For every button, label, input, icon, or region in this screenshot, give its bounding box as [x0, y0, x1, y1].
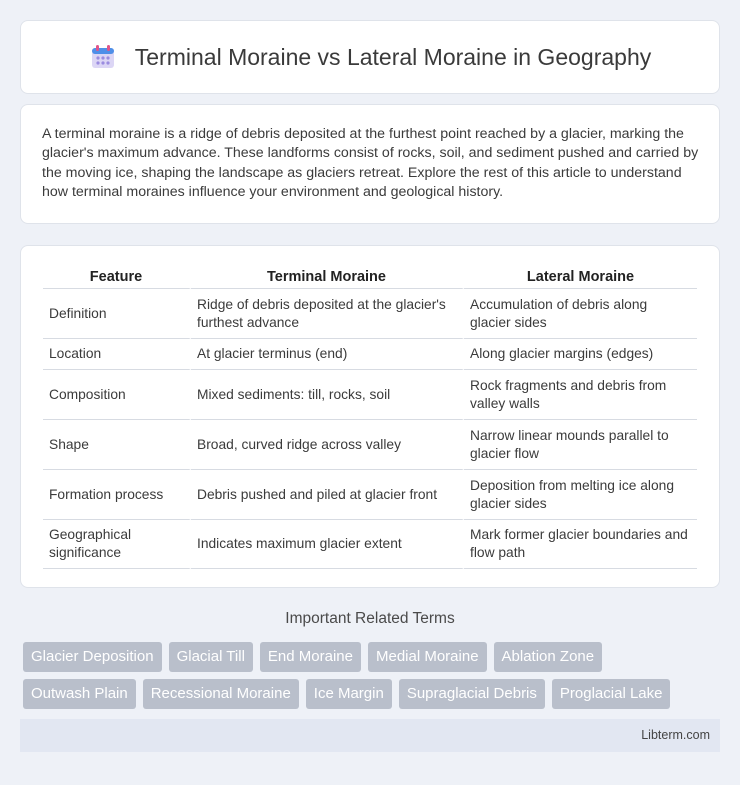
table-row	[43, 369, 697, 419]
footer	[20, 719, 720, 752]
table-cell: Along glacier margins (edges)	[464, 338, 697, 369]
table-cell: Accumulation of debris along glacier sides	[464, 288, 697, 338]
table-row	[43, 288, 697, 338]
table-cell: Debris pushed and piled at glacier front	[191, 469, 464, 519]
header-lateral-moraine: Lateral Moraine	[526, 269, 635, 285]
comparison-table	[43, 266, 697, 569]
title-card	[20, 20, 720, 94]
table-cell: Narrow linear mounds parallel to glacier flow	[464, 419, 697, 469]
tag-glacier-deposition[interactable]: Glacier Deposition	[23, 642, 162, 672]
tag-ablation-zone[interactable]: Ablation Zone	[494, 642, 603, 672]
page-title: Terminal Moraine vs Lateral Moraine in Geography	[134, 43, 652, 70]
related-terms-tags	[20, 642, 720, 709]
calendar-icon	[89, 43, 117, 71]
table-cell: Mixed sediments: till, rocks, soil	[191, 369, 464, 419]
table-cell: Location	[43, 338, 191, 369]
table-cell: Mark former glacier boundaries and flow path	[464, 519, 697, 569]
tag-ice-margin[interactable]: Ice Margin	[306, 679, 392, 709]
table-cell: At glacier terminus (end)	[191, 338, 464, 369]
tag-end-moraine[interactable]: End Moraine	[260, 642, 361, 672]
header-terminal-moraine: Terminal Moraine	[191, 266, 464, 288]
table-cell: Rock fragments and debris from valley walls	[464, 369, 697, 419]
tag-glacial-till[interactable]: Glacial Till	[169, 642, 253, 672]
intro-card	[20, 104, 720, 224]
table-cell: Composition	[43, 369, 191, 419]
tag-proglacial-lake[interactable]: Proglacial Lake	[552, 679, 671, 709]
footer-site-link[interactable]: Libterm.com	[641, 728, 710, 742]
related-terms-title: Important Related Terms	[285, 610, 455, 627]
table-cell: Geographical significance	[43, 519, 191, 569]
comparison-table-card	[20, 245, 720, 588]
table-row	[43, 519, 697, 569]
table-row	[43, 469, 697, 519]
table-header-row	[43, 266, 697, 288]
table-cell: Broad, curved ridge across valley	[191, 419, 464, 469]
tag-medial-moraine[interactable]: Medial Moraine	[368, 642, 487, 672]
table-row	[43, 419, 697, 469]
header-feature: Feature	[43, 266, 191, 288]
intro-paragraph: A terminal moraine is a ridge of debris deposited at the furthest point reached by a glacier, marking the glacier's maximum advance. These landforms consist of rocks, soil, and sediment pushed and carried by the moving ice, shaping the landscape as glaciers retreat. Explore the rest of this article to understand how terminal moraines influence your environment and geological history.	[42, 126, 699, 200]
tag-outwash-plain[interactable]: Outwash Plain	[23, 679, 136, 709]
tag-recessional-moraine[interactable]: Recessional Moraine	[143, 679, 299, 709]
table-row	[43, 338, 697, 369]
table-cell: Ridge of debris deposited at the glacier's furthest advance	[191, 288, 464, 338]
table-cell: Deposition from melting ice along glacier sides	[464, 469, 697, 519]
table-cell: Definition	[43, 288, 191, 338]
table-cell: Indicates maximum glacier extent	[191, 519, 464, 569]
table-cell: Shape	[43, 419, 191, 469]
table-cell: Formation process	[43, 469, 191, 519]
tag-supraglacial-debris[interactable]: Supraglacial Debris	[399, 679, 545, 709]
